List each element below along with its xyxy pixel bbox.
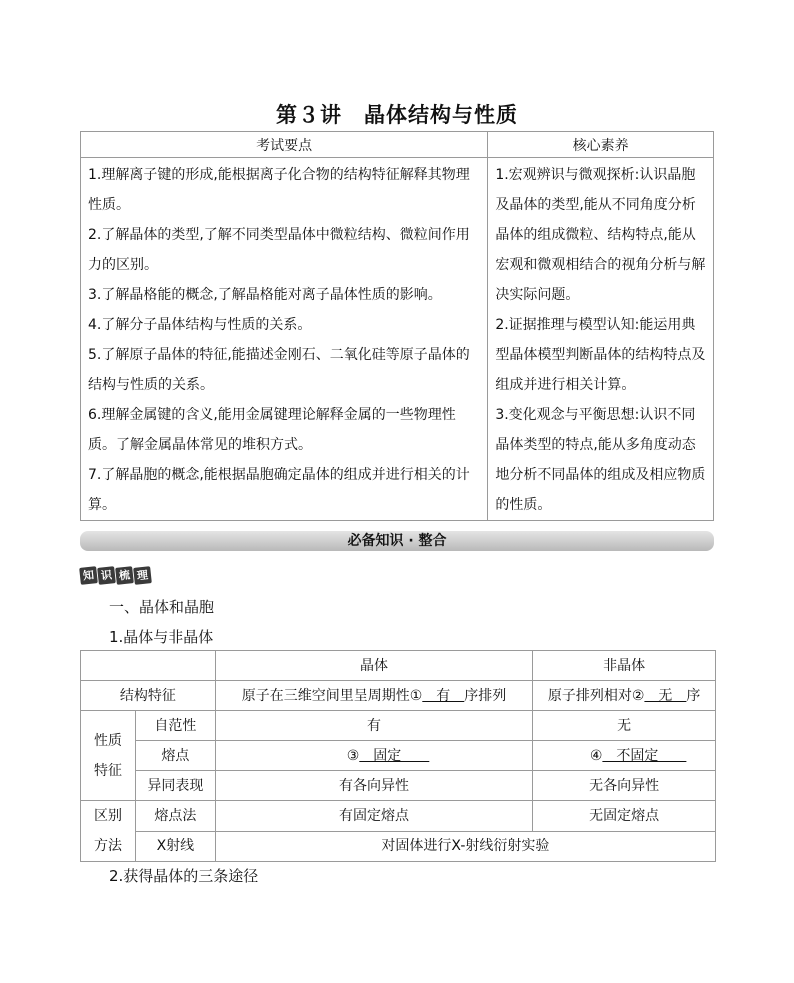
exam-point-item: 6.理解金属键的含义,能用金属键理论解释金属的一些物理性质。了解金属晶体常见的堆积方式。: [88, 407, 456, 453]
badge-char: 知: [79, 566, 98, 585]
self-noncrystal: 无: [533, 711, 716, 741]
section-banner: 必备知识 · 整合: [80, 531, 714, 551]
knowledge-badge-icon: [80, 567, 152, 584]
melt-crystal-cell: [215, 741, 532, 771]
aniso-noncrystal: 无各向异性: [533, 771, 716, 801]
row-label-meltmethod: 熔点法: [135, 801, 215, 832]
xray-cell: 对固体进行X-射线衍射实验: [215, 831, 715, 862]
text: ③: [346, 747, 360, 764]
structure-noncrystal-cell: [533, 681, 716, 711]
badge-char: 识: [97, 566, 116, 585]
core-literacy-item: 3.变化观念与平衡思想:认识不同晶体类型的特点,能从多角度动态地分析不同晶体的组成及相应物质的性质。: [495, 407, 706, 513]
section-heading: 一、晶体和晶胞: [109, 598, 215, 616]
text: 原子排列相对②: [547, 687, 645, 704]
meltmethod-crystal: 有固定熔点: [215, 801, 532, 832]
badge-char: 梳: [115, 566, 134, 585]
header-core-literacy: 核心素养: [488, 132, 714, 158]
answer-blank: 无: [644, 687, 687, 704]
exam-point-item: 5.了解原子晶体的特征,能描述金刚石、二氧化硅等原子晶体的结构与性质的关系。: [88, 347, 470, 393]
group-label-method: 区别方法: [81, 801, 136, 862]
row-label-structure: 结构特征: [81, 681, 216, 711]
row-label-self: 自范性: [135, 711, 215, 741]
header-exam-points: 考试要点: [81, 132, 488, 158]
meltmethod-noncrystal: 无固定熔点: [533, 801, 716, 832]
text: ④: [589, 747, 603, 764]
structure-crystal-cell: [215, 681, 532, 711]
row-label-xray: X射线: [135, 831, 215, 862]
header-noncrystal: 非晶体: [533, 651, 716, 681]
answer-blank: 不固定: [602, 747, 687, 764]
group-label-property: 性质特征: [81, 711, 136, 801]
answer-blank: 固定: [359, 747, 430, 764]
exam-point-item: 2.了解晶体的类型,了解不同类型晶体中微粒结构、微粒间作用力的区别。: [88, 227, 470, 273]
core-literacy-cell: [488, 158, 714, 521]
badge-char: 理: [133, 566, 152, 585]
subsection-heading: 2.获得晶体的三条途径: [109, 867, 259, 885]
corner-cell: [81, 651, 216, 681]
row-label-aniso: 异同表现: [135, 771, 215, 801]
aniso-crystal: 有各向异性: [215, 771, 532, 801]
core-literacy-item: 1.宏观辨识与微观探析:认识晶胞及晶体的类型,能从不同角度分析晶体的组成微粒、结构特点,能从宏观和微观相结合的视角分析与解决实际问题。: [495, 167, 706, 303]
exam-points-table: [80, 131, 714, 521]
exam-points-cell: [81, 158, 488, 521]
crystal-comparison-table: [80, 650, 716, 862]
row-label-melt: 熔点: [135, 741, 215, 771]
subsection-heading: 1.晶体与非晶体: [109, 628, 214, 646]
melt-noncrystal-cell: [533, 741, 716, 771]
header-crystal: 晶体: [215, 651, 532, 681]
text: 原子在三维空间里呈周期性①: [241, 687, 423, 704]
exam-point-item: 1.理解离子键的形成,能根据离子化合物的结构特征解释其物理性质。: [88, 167, 470, 213]
answer-blank: 有: [422, 687, 465, 704]
self-crystal: 有: [215, 711, 532, 741]
exam-point-item: 4.了解分子晶体结构与性质的关系。: [88, 317, 312, 333]
exam-point-item: 3.了解晶格能的概念,了解晶格能对离子晶体性质的影响。: [88, 287, 442, 303]
core-literacy-item: 2.证据推理与模型认知:能运用典型晶体模型判断晶体的结构特点及组成并进行相关计算。: [495, 317, 706, 393]
text: 序排列: [464, 687, 507, 704]
page-title: 第３讲 晶体结构与性质: [276, 103, 518, 127]
exam-point-item: 7.了解晶胞的概念,能根据晶胞确定晶体的组成并进行相关的计算。: [88, 467, 470, 513]
text: 序: [686, 687, 701, 704]
